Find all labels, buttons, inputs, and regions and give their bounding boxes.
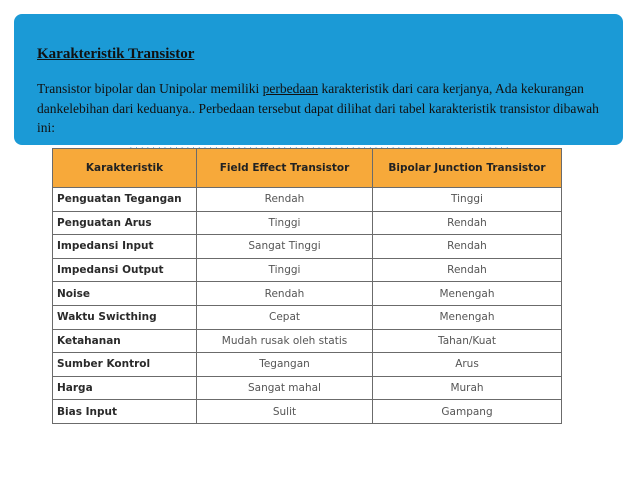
cell-fet: Sangat Tinggi <box>197 235 373 259</box>
cell-bjt: Murah <box>373 376 562 400</box>
header-karakteristik: Karakteristik <box>53 149 197 188</box>
cell-fet: Sulit <box>197 400 373 424</box>
cell-fet: Sangat mahal <box>197 376 373 400</box>
cell-bjt: Tinggi <box>373 188 562 212</box>
cell-fet: Mudah rusak oleh statis <box>197 329 373 353</box>
table-row <box>53 282 562 306</box>
cell-characteristic: Impedansi Input <box>53 235 197 259</box>
cell-characteristic: Ketahanan <box>53 329 197 353</box>
cell-fet: Tinggi <box>197 258 373 282</box>
table-row <box>53 188 562 212</box>
cell-characteristic: Harga <box>53 376 197 400</box>
table-row <box>53 211 562 235</box>
cell-fet: Tinggi <box>197 211 373 235</box>
cell-fet: Rendah <box>197 188 373 212</box>
cell-characteristic: Noise <box>53 282 197 306</box>
table-row <box>53 376 562 400</box>
table-row <box>53 235 562 259</box>
table-row <box>53 305 562 329</box>
cell-bjt: Arus <box>373 353 562 377</box>
characteristics-table-wrapper <box>52 148 561 424</box>
cell-bjt: Tahan/Kuat <box>373 329 562 353</box>
cell-fet: Tegangan <box>197 353 373 377</box>
cell-characteristic: Impedansi Output <box>53 258 197 282</box>
characteristics-table <box>52 148 562 424</box>
header-fet: Field Effect Transistor <box>197 149 373 188</box>
table-row <box>53 329 562 353</box>
cell-fet: Cepat <box>197 305 373 329</box>
table-body <box>53 188 562 424</box>
intro-underlined-word: perbedaan <box>262 81 319 96</box>
table-row <box>53 258 562 282</box>
cell-characteristic: Penguatan Tegangan <box>53 188 197 212</box>
cell-bjt: Rendah <box>373 258 562 282</box>
cell-characteristic: Sumber Kontrol <box>53 353 197 377</box>
table-row <box>53 353 562 377</box>
cell-characteristic: Penguatan Arus <box>53 211 197 235</box>
table-header-row <box>53 149 562 188</box>
cell-bjt: Menengah <box>373 282 562 306</box>
cell-bjt: Rendah <box>373 235 562 259</box>
intro-paragraph <box>37 79 607 138</box>
slide-title: Karakteristik Transistor <box>37 46 195 62</box>
intro-text-end: karakteristik dari cara kerjanya, Ada kekurangan dankelebihan dari keduanya.. Perbedaan tersebut dapat dilihat dari tabel karakteristik transistor dibawah ini: <box>37 81 599 135</box>
cell-bjt: Rendah <box>373 211 562 235</box>
cell-bjt: Gampang <box>373 400 562 424</box>
cell-bjt: Menengah <box>373 305 562 329</box>
cell-characteristic: Bias Input <box>53 400 197 424</box>
intro-text-start: Transistor bipolar dan Unipolar memiliki <box>37 81 263 96</box>
table-row <box>53 400 562 424</box>
cell-fet: Rendah <box>197 282 373 306</box>
header-bjt: Bipolar Junction Transistor <box>373 149 562 188</box>
cell-characteristic: Waktu Swicthing <box>53 305 197 329</box>
